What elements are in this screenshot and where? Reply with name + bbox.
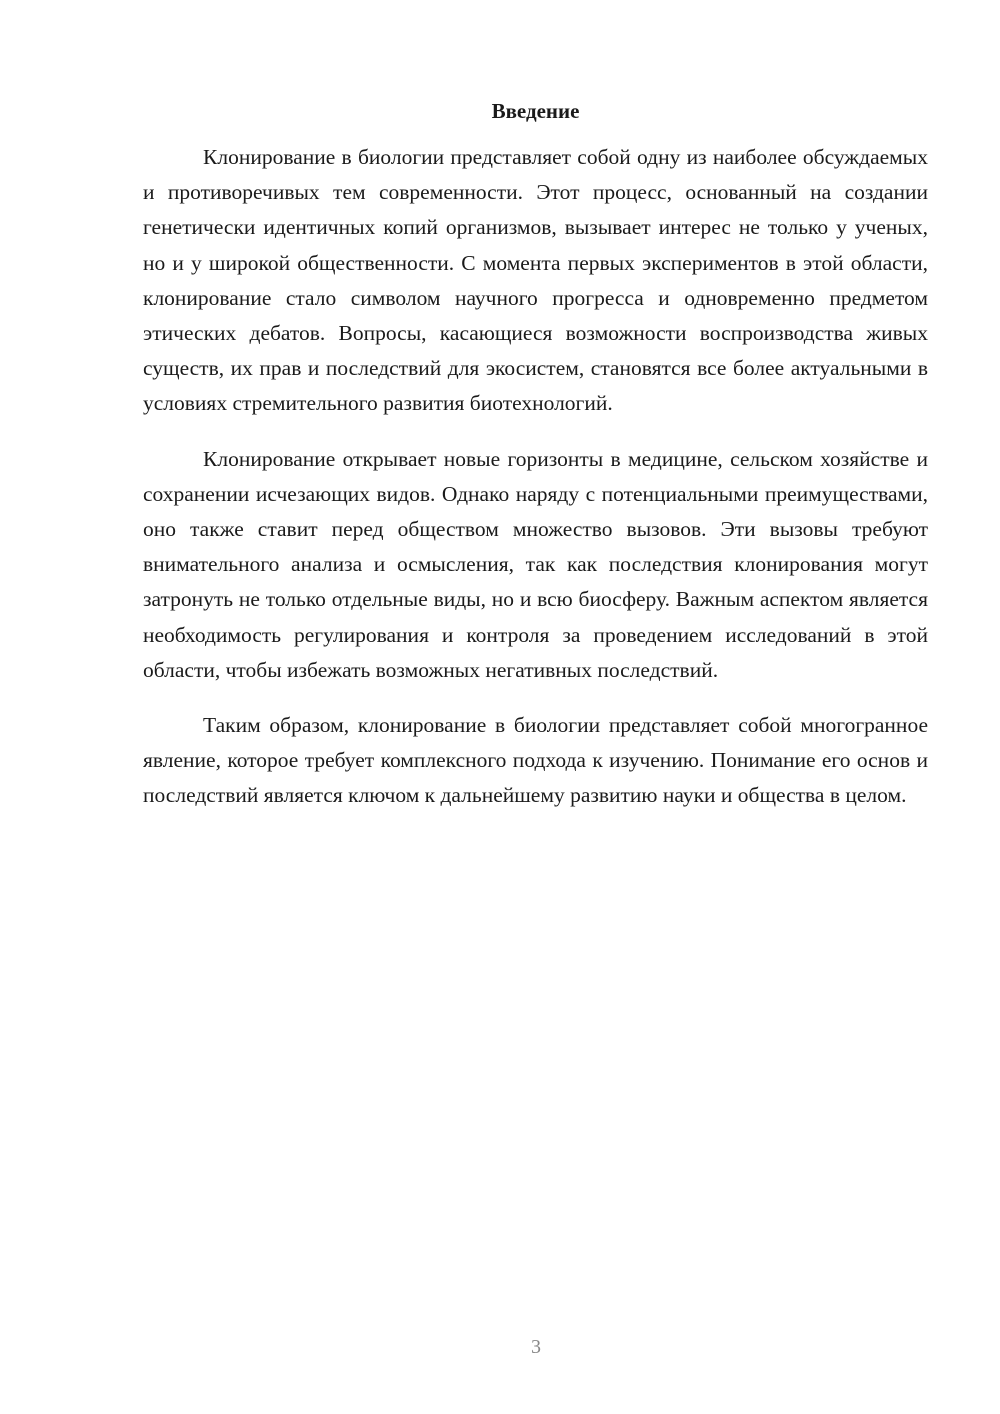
paragraph-3: Таким образом, клонирование в биологии представляет собой многогранное явление, которое требует комплексного подхода к изучению. Понимание его основ и последствий является ключом к дальнейшему развитию науки и общества в целом. bbox=[143, 713, 928, 808]
page-number: 3 bbox=[531, 1336, 541, 1358]
section-heading: Введение bbox=[491, 99, 580, 123]
paragraph-1: Клонирование в биологии представляет собой одну из наиболее обсуждаемых и противоречивых тем современности. Этот процесс, основанный на создании генетически идентичных копий организмов, вызывает интерес не только у ученых, но и у широкой общественности. С момента первых экспериментов в этой области, клонирование стало символом научного прогресса и одновременно предметом этических дебатов. Вопросы, касающиеся возможности воспроизводства живых существ, их прав и последствий для экосистем, становятся все более актуальными в условиях стремительного развития биотехнологий. bbox=[143, 145, 928, 416]
page-content bbox=[143, 96, 928, 834]
paragraph-2: Клонирование открывает новые горизонты в медицине, сельском хозяйстве и сохранении исчезающих видов. Однако наряду с потенциальными преимуществами, оно также ставит перед обществом множество вызовов. Эти вызовы требуют внимательного анализа и осмысления, так как последствия клонирования могут затронуть не только отдельные виды, но и всю биосферу. Важным аспектом является необходимость регулирования и контроля за проведением исследований в этой области, чтобы избежать возможных негативных последствий. bbox=[143, 446, 928, 682]
